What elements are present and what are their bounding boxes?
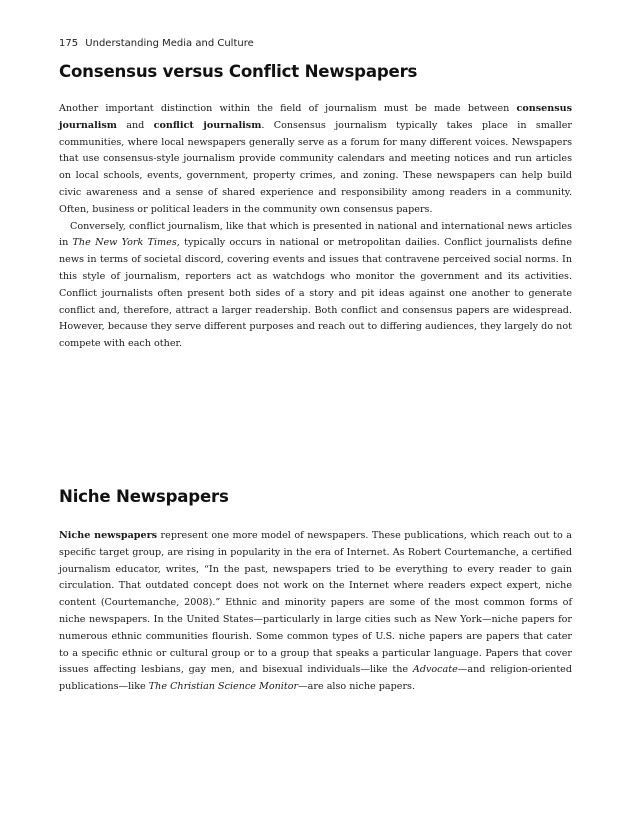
text-run: Another important distinction within the field of journalism must be made between [59,103,517,114]
term-niche-newspapers: Niche newspapers [59,530,158,541]
text-run: —and religion-oriented publications—like [59,664,572,693]
paragraph [59,528,572,696]
text-run: —are also niche papers. [298,681,416,693]
text-run: Conversely, conflict journalism, like that which is presented in national and international news articles in [59,220,572,249]
term-conflict-journalism: conflict journalism [153,119,262,131]
section-body-consensus [59,101,572,353]
section-heading-consensus: Consensus versus Conflict Newspapers [59,62,418,81]
running-header [59,38,254,49]
text-run: represent one more model of newspapers. These publications, which reach out to a specific target group, are rising in popularity in the era of Internet. As Robert Courtemanche, a certified journalism educator, writes, “In the past, newspapers tried to be everything to every reader to gain circulation. That outdated concept does not work on the Internet where readers expect expert, niche content (Courtemanche, 2008).” Ethnic and minority papers are some of the most common forms of niche newspapers. In the United States—particularly in large cities such as New York—niche papers for numerous ethnic communities flourish. Some common types of U.S. niche papers are papers that cater to a specific ethnic or cultural group or to a group that speaks a particular language. Papers that cover issues affecting lesbians, gay men, and bisexual individuals—like the [59,530,573,676]
section-heading-niche: Niche Newspapers [59,487,229,506]
section-body-niche [59,528,572,696]
book-title: Understanding Media and Culture [85,38,254,49]
text-run: , typically occurs in national or metropolitan dailies. Conflict journalists define news in terms of societal discord, covering events and issues that contravene perceived social norms. In this style of journalism, reporters act as watchdogs who monitor the government and its activities. Conflict journalists often present both sides of a story and pit ideas against one another to generate conflict and, therefore, attract a larger readership. Both conflict and consensus papers are widespread. However, because they serve different purposes and reach out to differing audiences, they largely do not compete with each other. [59,237,572,350]
publication-title: The Christian Science Monitor [148,681,299,693]
paragraph [59,219,572,353]
publication-title: The New York Times [72,237,177,249]
text-run: and [116,119,154,131]
page-number: 175 [59,38,79,49]
term-consensus-journalism: consensus journalism [59,103,572,131]
text-run: . Consensus journalism typically takes place in smaller communities, where local newspapers generally serve as a forum for many different voices. Newspapers that use consensus-style journalism provide community calendars and meeting notices and run articles on local schools, events, government, property crimes, and zoning. These newspapers can help build civic awareness and a sense of shared experience and responsibility among readers in a community. Often, business or political leaders in the community own consensus papers. [59,119,572,215]
publication-title: Advocate [412,664,458,676]
paragraph [59,101,572,219]
